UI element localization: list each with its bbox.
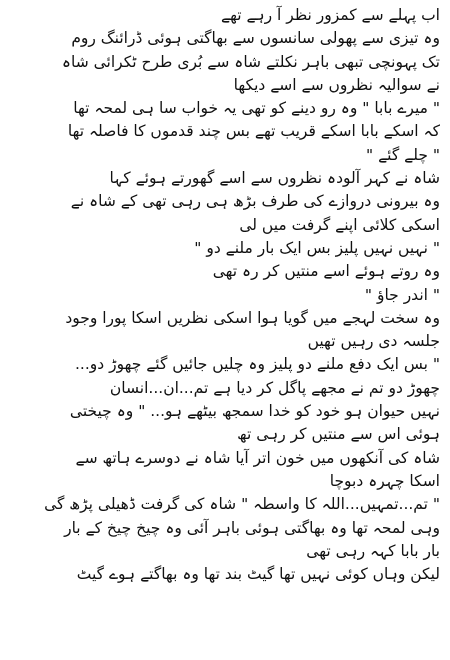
- text-line-2: وہ تیزی سے پھولی سانسوں سے بھاگتی ہوئی ڈرائنگ روم: [71, 29, 440, 48]
- text-line-19: ہوئی اس سے منتیں کر رہی تھ: [237, 425, 440, 444]
- text-line-21: اسکا چہرہ دبوچا: [329, 471, 440, 490]
- text-line-20: شاہ کی آنکھوں میں خون اتر آیا شاہ نے دوسرے ہاتھ سے: [75, 448, 440, 467]
- text-line-11: " نہیں نہیں پلیز بس ایک بار ملنے دو ": [194, 238, 440, 257]
- story-text: [10, 4, 440, 586]
- text-line-3: تک پہونچی تبھی باہر نکلتے شاہ سے بُری طرح ٹکرائی شاہ: [61, 52, 440, 71]
- text-line-14: وہ سخت لہجے میں گویا ہوا اسکی نظریں اسکا پورا وجود: [65, 308, 440, 327]
- text-line-22: " تم...تمہیں...اللہ کا واسطہ " شاہ کی گرفت ڈھیلی پڑھ گی: [44, 495, 440, 514]
- text-line-8: شاہ نے کہر آلودہ نظروں سے اسے گھورتے ہوئے کہا: [109, 169, 440, 188]
- text-line-7: " چلے گئے ": [366, 145, 440, 164]
- text-line-24: بار بابا کہہ رہی تھی: [306, 541, 440, 560]
- text-line-16: " بس ایک دفع ملنے دو پلیز وہ چلیں جائیں گئے چھوڑ دو...: [74, 355, 440, 374]
- text-line-25: لیکن وہاں کوئی نہیں تھا گیٹ بند تھا وہ بھاگتے ہوے گیٹ: [76, 565, 440, 584]
- text-line-1: اب پہلے سے کمزور نظر آ رہے تھے: [220, 6, 440, 24]
- text-line-5: " میرے بابا " وہ رو دینے کو تھی یہ خواب سا ہی لمحہ تھا: [73, 99, 440, 118]
- text-line-17: چھوڑ دو تم نے مجھے پاگل کر دیا ہے تم...ان...انسان: [109, 378, 440, 397]
- text-line-4: نے سوالیہ نظروں سے اسے دیکھا: [233, 75, 440, 94]
- text-line-13: " اندر جاؤ ": [364, 285, 440, 304]
- text-line-12: وہ روتے ہوئے اسے منتیں کر رہ تھی: [212, 262, 440, 281]
- text-line-18: نہیں حیوان ہو خود کو خدا سمجھ بیٹھے ہو... " وہ چیختی: [69, 402, 440, 421]
- text-line-9: وہ بیرونی دروازے کی طرف بڑھ ہی رہی تھی کے شاہ نے: [70, 192, 440, 211]
- text-line-23: وہی لمحہ تھا وہ بھاگتی ہوئی باہر آئی وہ چیخ چیخ کے بار: [64, 518, 440, 537]
- text-line-10: اسکی کلائی اپنے گرفت میں لی: [239, 215, 440, 234]
- text-line-6: کہ اسکے بابا اسکے قریب تھے بس چند قدموں کا فاصلہ تھا: [67, 122, 440, 141]
- text-line-15: جلسہ دی رہیں تھیں: [307, 332, 440, 351]
